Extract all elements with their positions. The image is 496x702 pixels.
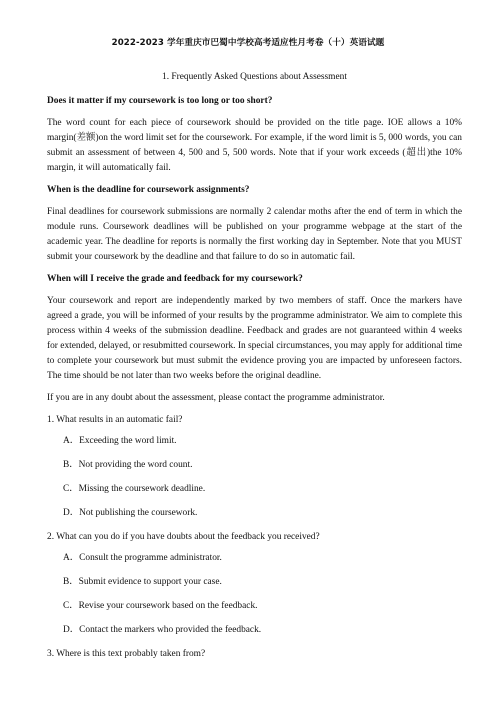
question-2-option-a: A．Consult the programme administrator. — [63, 553, 222, 563]
question-1-option-a: A．Exceeding the word limit. — [63, 436, 177, 446]
faq-question-2: When is the deadline for coursework assignments? — [47, 185, 250, 195]
faq-answer-2: Final deadlines for coursework submissions are normally 2 calendar moths after the end of term in which the module runs. Coursework deadlines will be published on your programme webpage at the start of the academic year. The deadline for reports is normally the first working day in September. Note that you MUST submit your coursework by the deadline and that failure to do so in automatic fail. — [47, 207, 462, 262]
question-2-stem: 2. What can you do if you have doubts about the feedback you received? — [47, 532, 320, 542]
faq-question-1: Does it matter if my coursework is too long or too short? — [47, 96, 273, 106]
question-2-option-c: C．Revise your coursework based on the feedback. — [63, 601, 258, 611]
question-1-stem: 1. What results in an automatic fail? — [47, 415, 183, 425]
question-1-option-c: C．Missing the coursework deadline. — [63, 484, 206, 494]
question-1-option-d: D．Not publishing the coursework. — [63, 508, 198, 518]
question-2-option-b: B．Submit evidence to support your case. — [63, 577, 222, 587]
section-title: 1. Frequently Asked Questions about Assessment — [162, 72, 347, 82]
question-3-stem: 3. Where is this text probably taken from? — [47, 649, 206, 659]
document-body — [47, 70, 462, 668]
page-title: 2022-2023 学年重庆市巴蜀中学校高考适应性月考卷（十）英语试题 — [111, 38, 385, 48]
faq-answer-3: Your coursework and report are independently marked by two members of staff. Once the markers have agreed a grade, you will be informed of your results by the programme administrator. We aim to complete this process within 4 weeks of the submission deadline. Feedback and grades are not guaranteed within 4 weeks for extended, delayed, or resubmitted coursework. In special circumstances, you may apply for additional time to complete your coursework but must submit the evidence proving you are impacted by unforeseen factors. The time should be not later than two weeks before the original deadline. — [47, 296, 462, 381]
closing-note: If you are in any doubt about the assessment, please contact the programme administrator. — [47, 393, 385, 403]
question-1-option-b: B．Not providing the word count. — [63, 460, 193, 470]
faq-question-3: When will I receive the grade and feedback for my coursework? — [47, 274, 303, 284]
question-2-option-d: D．Contact the markers who provided the feedback. — [63, 625, 262, 635]
faq-answer-1: The word count for each piece of coursework should be provided on the title page. IOE allows a 10% margin(差额)on the word limit set for the coursework. For example, if the word limit is 5, 000 words, you can submit an assessment of between 4, 500 and 5, 500 words. Note that if your work exceeds (超出)the 10% margin, it will automatically fail. — [47, 118, 462, 173]
